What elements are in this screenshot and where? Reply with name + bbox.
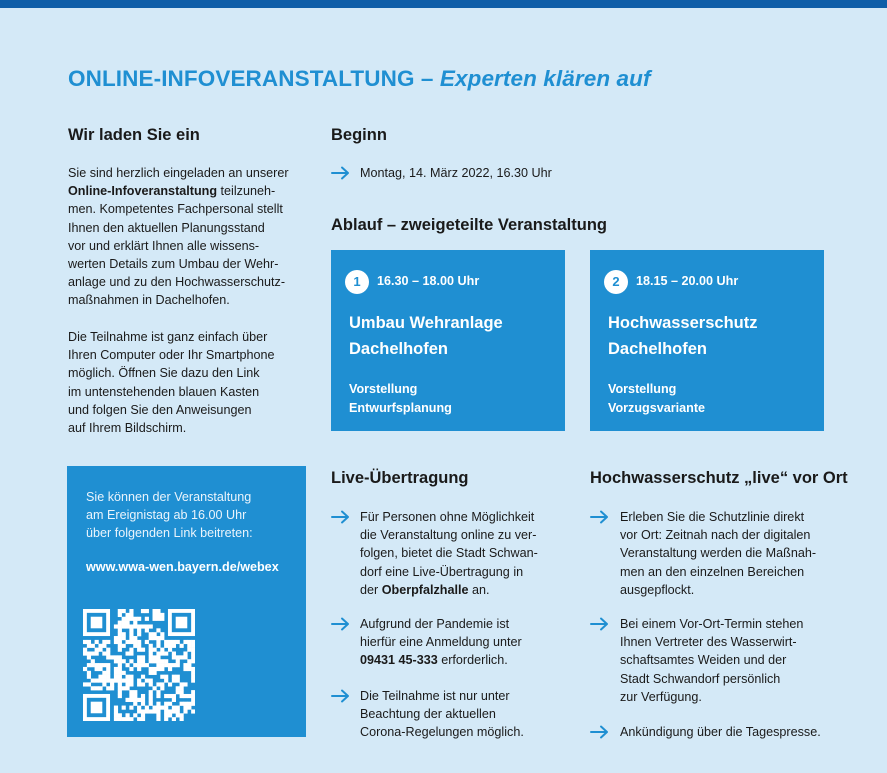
qr-code-icon[interactable] (83, 609, 195, 726)
arrow-right-icon (331, 689, 351, 703)
webex-link[interactable]: www.wwa-wen.bayern.de/webex (86, 560, 279, 574)
arrow-right-icon (331, 510, 351, 524)
live-heading: Live-Übertragung (331, 469, 469, 487)
invite-text-start: Sie sind herzlich eingeladen an unserer (68, 166, 289, 180)
ort-item-3: Ankündigung über die Tagespresse. (620, 725, 821, 739)
session-subtitle: Vorstellung Vorzugsvariante (608, 382, 706, 415)
invite-text-end: teilzuneh- men. Kompetentes Fachpersonal stellt Ihnen den aktuellen Planungsstand vor und erklärt Ihnen alle wissens- werten Details zum Umbau der Wehr- anlage und zu den Hochwasserschutz- maßnahmen in Dachelhofen. (68, 184, 286, 308)
ablauf-heading: Ablauf – zweigeteilte Veranstaltung (331, 216, 607, 234)
session-card-1 (331, 250, 565, 431)
live-item-1 (360, 508, 538, 599)
beginn-heading: Beginn (331, 126, 387, 144)
session-time: 16.30 – 18.00 Uhr (377, 274, 480, 288)
invite-paragraph (68, 164, 289, 310)
invite-text-bold: Online-Infoveranstaltung (68, 184, 218, 199)
session-number-badge: 1 (345, 270, 369, 294)
top-bar (0, 0, 887, 8)
session-time: 18.15 – 20.00 Uhr (636, 274, 739, 288)
live-item-1-end: an. (468, 582, 490, 597)
title-italic: Experten klären auf (439, 66, 651, 91)
invite-heading: Wir laden Sie ein (68, 126, 200, 144)
live-item-2-phone: 09431 45-333 (360, 653, 438, 668)
title-main: ONLINE-INFOVERANSTALTUNG – (68, 66, 434, 91)
arrow-right-icon (590, 725, 610, 739)
ort-item-2: Bei einem Vor-Ort-Termin stehen Ihnen Vertreter des Wasserwirt- schaftsamtes Weiden und der Stadt Schwandorf persönlich zur Verfügung. (620, 617, 804, 704)
page-title (68, 66, 651, 92)
live-item-2 (360, 615, 522, 670)
live-item-2-end: erforderlich. (437, 653, 508, 668)
session-number-badge: 2 (604, 270, 628, 294)
live-item-1-bold: Oberpfalzhalle (381, 582, 469, 597)
session-title: Umbau Wehranlage Dachelhofen (349, 314, 503, 358)
session-subtitle: Vorstellung Entwurfsplanung (349, 382, 452, 415)
session-title: Hochwasserschutz Dachelhofen (608, 314, 758, 358)
arrow-right-icon (331, 617, 351, 631)
ort-heading: Hochwasserschutz „live“ vor Ort (590, 469, 848, 487)
arrow-right-icon (331, 166, 351, 180)
live-item-2-text: Aufgrund der Pandemie ist hierfür eine Anmeldung unter (360, 617, 522, 650)
webex-text: Sie können der Veranstaltung am Ereignistag ab 16.00 Uhr über folgenden Link beitreten: (86, 490, 253, 541)
live-item-1-text: Für Personen ohne Möglichkeit die Veranstaltung online zu ver- folgen, bietet die Stadt Schwan- dorf eine Live-Übertragung in der (360, 510, 538, 597)
participation-paragraph: Die Teilnahme ist ganz einfach über Ihren Computer oder Ihr Smartphone möglich. Öffnen Sie dazu den Link im untenstehenden blauen Kasten und folgen Sie den Anweisungen auf Ihrem Bildschirm. (68, 330, 275, 436)
webex-box (67, 466, 306, 737)
arrow-right-icon (590, 617, 610, 631)
session-card-2 (590, 250, 824, 431)
beginn-date: Montag, 14. März 2022, 16.30 Uhr (360, 166, 552, 180)
arrow-right-icon (590, 510, 610, 524)
live-item-3: Die Teilnahme ist nur unter Beachtung der aktuellen Corona-Regelungen möglich. (360, 689, 524, 740)
ort-item-1: Erleben Sie die Schutzlinie direkt vor Ort: Zeitnah nach der digitalen Veranstaltung werden die Maßnah- men an den einzelnen Bereichen ausgepflockt. (620, 510, 817, 597)
